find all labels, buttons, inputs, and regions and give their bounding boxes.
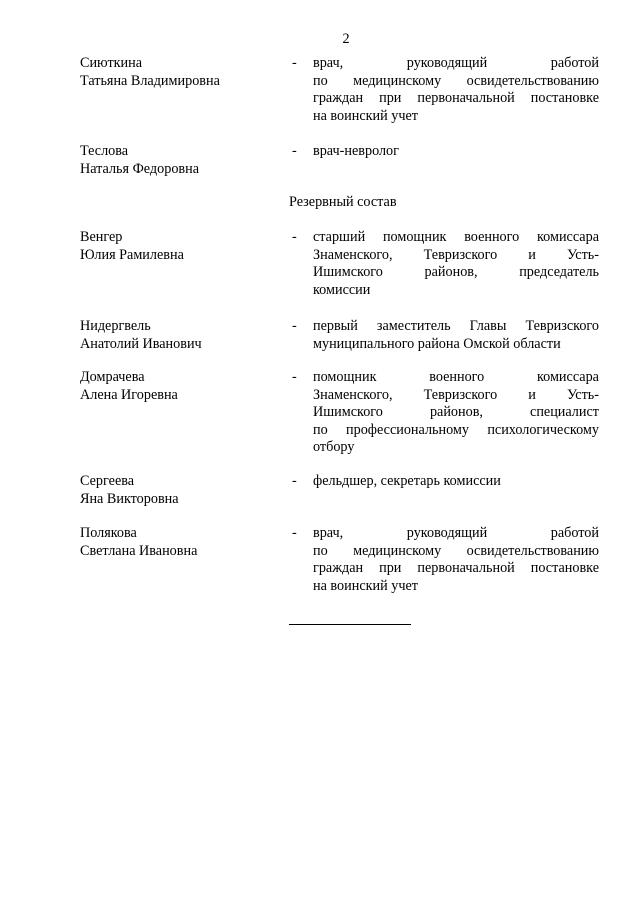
role-word: Тевризского bbox=[423, 386, 498, 403]
member-role-line: первый заместитель Главы Тевризского bbox=[313, 318, 599, 334]
member-role-line bbox=[313, 55, 599, 73]
member-role-line: по медицинскому освидетельствованию bbox=[313, 542, 599, 559]
member-name-line: Теслова bbox=[80, 143, 129, 159]
member-name bbox=[80, 318, 280, 353]
member-role bbox=[313, 55, 599, 125]
member-role-line bbox=[313, 404, 599, 422]
member-role bbox=[313, 525, 599, 595]
member-name-line: Венгер bbox=[80, 229, 123, 245]
role-word: военного bbox=[429, 369, 485, 385]
member-name-line: Домрачева bbox=[80, 369, 145, 385]
member-role-line: на воинский учет bbox=[313, 107, 418, 124]
member-role-line: граждан при первоначальной постановке bbox=[313, 560, 599, 576]
role-word: Усть- bbox=[566, 386, 599, 403]
member-role-line: старший помощник военного комиссара bbox=[313, 229, 599, 245]
role-word: Ишимского bbox=[313, 264, 383, 280]
dash-separator: - bbox=[292, 55, 297, 71]
role-word: комиссара bbox=[536, 369, 599, 385]
role-word: Знаменского, bbox=[313, 246, 393, 263]
dash-separator: - bbox=[292, 143, 297, 159]
member-name bbox=[80, 369, 280, 404]
member-role-line bbox=[313, 369, 599, 387]
member-role-line: граждан при первоначальной постановке bbox=[313, 90, 599, 106]
member-role-line: врач-невролог bbox=[313, 143, 399, 159]
member-name-line: Яна Викторовна bbox=[80, 490, 179, 507]
dash-separator: - bbox=[292, 318, 297, 334]
role-word: председатель bbox=[519, 264, 599, 280]
member-role bbox=[313, 369, 599, 457]
member-name bbox=[80, 143, 280, 178]
member-role bbox=[313, 318, 599, 353]
member-name-line: Алена Игоревна bbox=[80, 386, 178, 403]
member-name bbox=[80, 229, 280, 264]
role-word: Ишимского bbox=[313, 404, 383, 420]
member-role-line: комиссии bbox=[313, 281, 371, 298]
member-name-line: Нидергвель bbox=[80, 318, 151, 334]
role-word: Знаменского, bbox=[313, 386, 393, 403]
member-role-line: муниципального района Омской области bbox=[313, 335, 561, 352]
reserve-section-title: Резервный состав bbox=[289, 194, 397, 210]
role-word: работой bbox=[550, 55, 599, 71]
member-name bbox=[80, 55, 280, 90]
page-number: 2 bbox=[342, 31, 350, 47]
role-word: руководящий bbox=[406, 525, 488, 541]
member-name-line: Светлана Ивановна bbox=[80, 542, 198, 559]
member-role-line bbox=[313, 387, 599, 405]
member-name-line: Татьяна Владимировна bbox=[80, 72, 220, 89]
role-word: районов, bbox=[429, 404, 483, 420]
member-name bbox=[80, 525, 280, 560]
role-word: районов, bbox=[424, 264, 478, 280]
role-word: врач, bbox=[313, 525, 344, 541]
dash-separator: - bbox=[292, 525, 297, 541]
role-word: и bbox=[528, 246, 536, 263]
role-word: руководящий bbox=[406, 55, 488, 71]
dash-separator: - bbox=[292, 229, 297, 245]
member-name bbox=[80, 473, 280, 508]
member-name-line: Анатолий Иванович bbox=[80, 335, 202, 352]
role-word: помощник bbox=[313, 369, 377, 385]
member-role-line bbox=[313, 247, 599, 265]
role-word: работой bbox=[550, 525, 599, 541]
dash-separator: - bbox=[292, 473, 297, 489]
member-name-line: Наталья Федоровна bbox=[80, 160, 200, 177]
member-name-line: Сиюткина bbox=[80, 55, 143, 71]
dash-separator: - bbox=[292, 369, 297, 385]
member-role bbox=[313, 473, 599, 491]
member-role-line bbox=[313, 264, 599, 282]
member-name-line: Юлия Рамилевна bbox=[80, 246, 184, 263]
role-word: специалист bbox=[530, 404, 599, 420]
role-word: врач, bbox=[313, 55, 344, 71]
end-divider-line bbox=[289, 624, 411, 625]
role-word: и bbox=[528, 386, 536, 403]
role-word: Усть- bbox=[566, 246, 599, 263]
member-role-line: на воинский учет bbox=[313, 577, 418, 594]
member-name-line: Сергеева bbox=[80, 473, 135, 489]
member-role-line: отбору bbox=[313, 439, 355, 455]
member-role-line: фельдшер, секретарь комиссии bbox=[313, 473, 501, 489]
member-name-line: Полякова bbox=[80, 525, 137, 541]
member-role-line: по медицинскому освидетельствованию bbox=[313, 72, 599, 89]
member-role bbox=[313, 229, 599, 299]
member-role-line bbox=[313, 525, 599, 543]
role-word: Тевризского bbox=[423, 246, 498, 263]
member-role-line: по профессиональному психологическому bbox=[313, 421, 599, 438]
member-role bbox=[313, 143, 599, 161]
